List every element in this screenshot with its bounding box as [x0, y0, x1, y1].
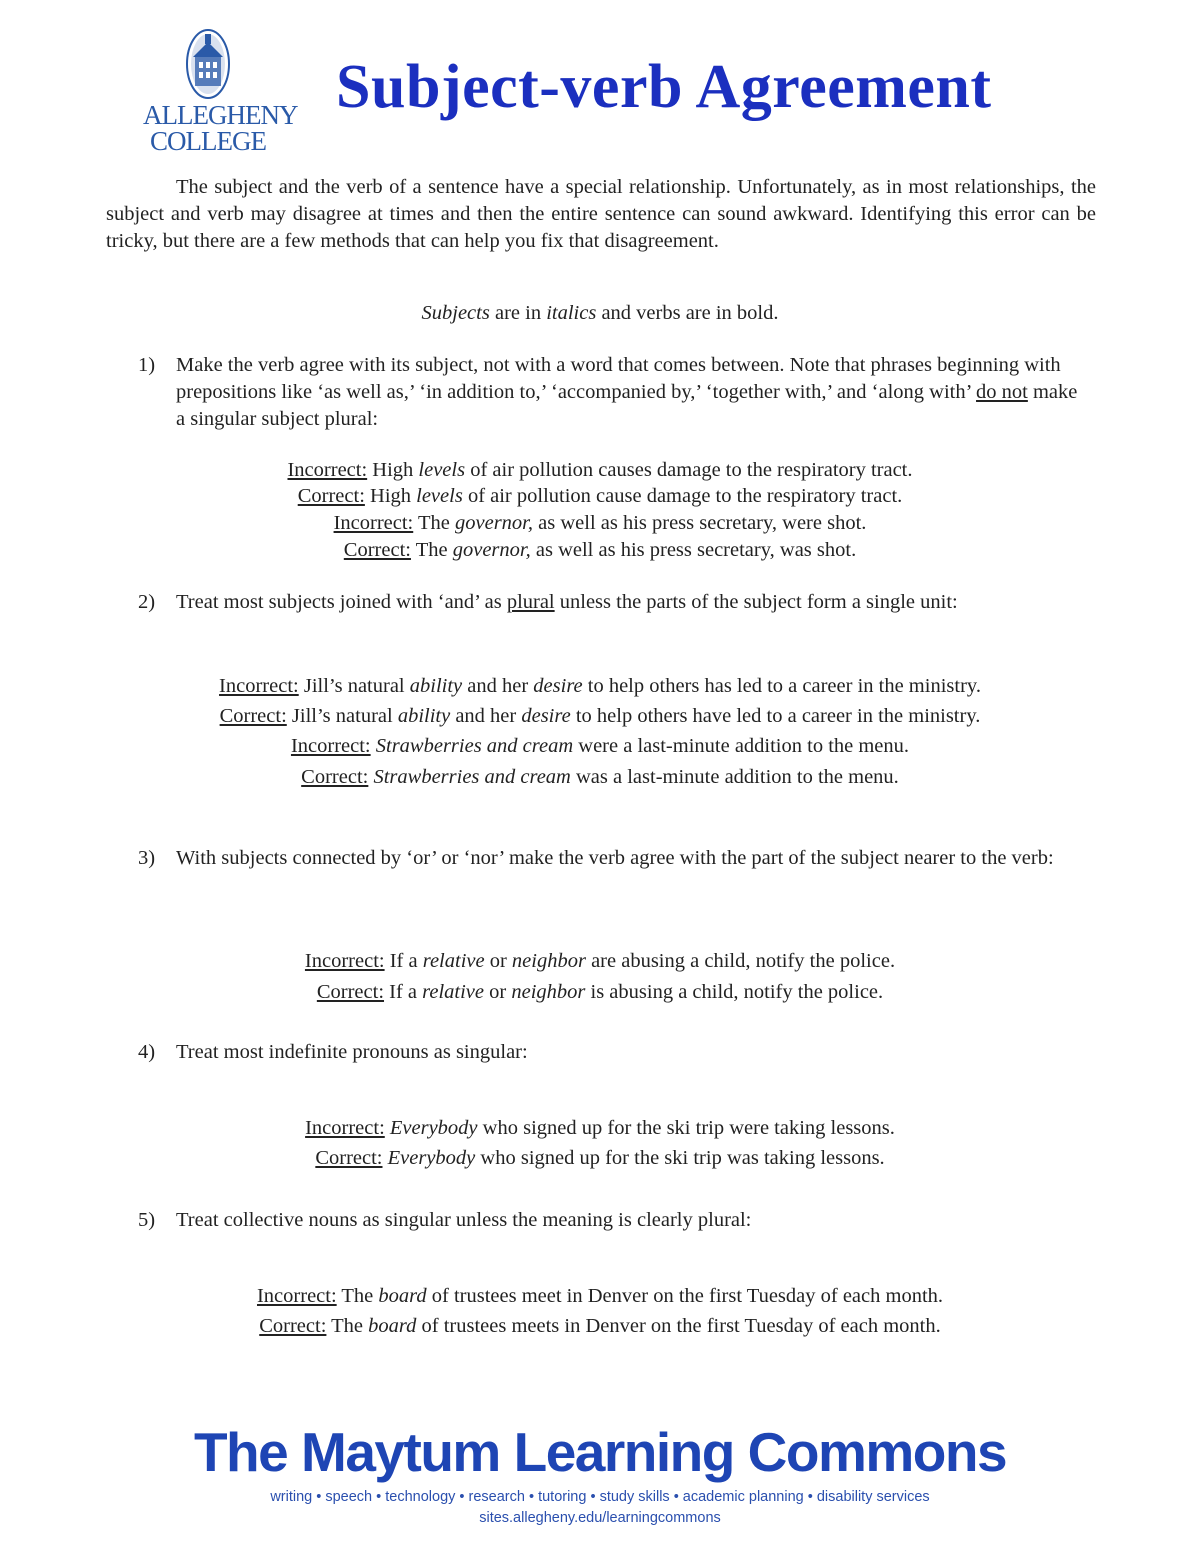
- correct-label: Correct:: [259, 1315, 327, 1337]
- legend-line: [0, 300, 1200, 327]
- subject-word: relative: [422, 950, 485, 972]
- rule-3: [138, 845, 1078, 872]
- correct-label: Correct:: [343, 539, 411, 561]
- intro-paragraph: The subject and the verb of a sentence have a special relationship. Unfortunately, as in most relationships, the subject and verb may disagree at times and then the entire sentence can sound awkward. Identifying this error can be tricky, but there are a few methods that can help you fix that disagreement.: [106, 176, 1096, 252]
- rule-text: Treat most indefinite pronouns as singular:: [176, 1041, 528, 1063]
- rule-4: [138, 1039, 1078, 1066]
- correct-label: Correct:: [219, 705, 287, 727]
- rule-number: 5): [138, 1209, 156, 1231]
- example-sentence: Incorrect: The board of trustees meet in Denver on the first Tuesday of each month.: [256, 1285, 944, 1307]
- example-sentence: Correct: The board of trustees meets in Denver on the first Tuesday of each month.: [259, 1315, 941, 1337]
- page-title: Subject-verb Agreement: [336, 53, 992, 121]
- rule-text: Make the verb agree with its subject, not with a word that comes between. Note that phrases beginning with prepositions like ‘as well as,’ ‘in addition to,’ ‘accompanied by,’ ‘together with,’ and ‘along with’ do not make a singular subject plural:: [176, 354, 1078, 430]
- incorrect-label: Incorrect:: [256, 1285, 337, 1307]
- correct-label: Correct:: [315, 1147, 383, 1169]
- rule-text: Treat collective nouns as singular unless the meaning is clearly plural:: [176, 1209, 752, 1231]
- subject-word: levels: [416, 485, 463, 507]
- footer-url[interactable]: sites.allegheny.edu/learningcommons: [479, 1510, 721, 1526]
- subject-word: ability: [409, 675, 463, 697]
- incorrect-label: Incorrect:: [287, 459, 368, 481]
- footer-services: writing • speech • technology • research • tutoring • study skills • academic planning • disability services: [270, 1489, 930, 1505]
- subject-word: levels: [418, 459, 466, 481]
- subject-word: neighbor: [511, 950, 586, 972]
- example-sentence: Correct: Jill’s natural ability and her desire to help others have led to a career in the ministry.: [219, 705, 981, 727]
- example-sentence: Incorrect: The governor, as well as his press secretary, were shot.: [333, 512, 867, 534]
- subject-word: board: [368, 1315, 417, 1337]
- subject-word: desire: [533, 675, 583, 697]
- logo-text-line2: COLLEGE: [150, 126, 266, 156]
- rule-5: [138, 1207, 1078, 1234]
- rule-number: 4): [138, 1041, 156, 1063]
- allegheny-college-logo: [143, 28, 298, 156]
- college-building-icon: [143, 28, 273, 100]
- subject-word: board: [378, 1285, 427, 1307]
- incorrect-label: Incorrect:: [304, 950, 385, 972]
- subject-word: governor,: [452, 539, 531, 561]
- rule-number: 1): [138, 354, 156, 376]
- logo-text-line1: ALLEGHENY: [143, 100, 298, 130]
- legend-italics: italics: [546, 302, 597, 324]
- legend-are-in: are in: [489, 302, 547, 324]
- example-sentence: Correct: Everybody who signed up for the ski trip was taking lessons.: [315, 1147, 885, 1169]
- subject-word: Strawberries and cream: [375, 735, 574, 757]
- correct-label: Correct:: [301, 766, 369, 788]
- rule-text: With subjects connected by ‘or’ or ‘nor’ make the verb agree with the part of the subject nearer to the verb:: [176, 847, 1054, 869]
- rule-number: 3): [138, 847, 156, 869]
- example-sentence: Incorrect: Jill’s natural ability and her desire to help others has led to a career in the ministry.: [219, 675, 981, 697]
- subject-word: relative: [422, 981, 485, 1003]
- subject-word: ability: [397, 705, 451, 727]
- footer-title: The Maytum Learning Commons: [193, 1421, 1007, 1483]
- subject-word: Everybody: [387, 1147, 476, 1169]
- example-sentence: Correct: If a relative or neighbor is abusing a child, notify the police.: [316, 981, 884, 1003]
- example-sentence: Incorrect: High levels of air pollution causes damage to the respiratory tract.: [287, 459, 913, 481]
- rule-1: [138, 352, 1078, 433]
- incorrect-label: Incorrect:: [219, 675, 299, 697]
- correct-label: Correct:: [297, 485, 365, 507]
- rule-number: 2): [138, 591, 156, 613]
- subject-word: desire: [521, 705, 571, 727]
- example-sentence: Correct: Strawberries and cream was a last-minute addition to the menu.: [301, 766, 899, 788]
- subject-word: Strawberries and cream: [373, 766, 571, 788]
- example-sentence: Correct: High levels of air pollution cause damage to the respiratory tract.: [297, 485, 903, 507]
- rule-2: [138, 589, 1078, 616]
- incorrect-label: Incorrect:: [305, 1117, 385, 1139]
- incorrect-label: Incorrect:: [333, 512, 414, 534]
- legend-subjects: Subjects: [421, 302, 490, 324]
- example-sentence: Incorrect: Everybody who signed up for the ski trip were taking lessons.: [305, 1117, 895, 1139]
- subject-word: Everybody: [389, 1117, 478, 1139]
- example-sentence: Incorrect: If a relative or neighbor are abusing a child, notify the police.: [304, 950, 896, 972]
- example-sentence: Correct: The governor, as well as his press secretary, was shot.: [343, 539, 857, 561]
- subject-word: neighbor: [511, 981, 586, 1003]
- legend-rest: and verbs are in bold.: [596, 302, 779, 324]
- correct-label: Correct:: [316, 981, 385, 1003]
- subject-word: governor,: [455, 512, 534, 534]
- example-sentence: Incorrect: Strawberries and cream were a last-minute addition to the menu.: [290, 735, 910, 757]
- incorrect-label: Incorrect:: [290, 735, 371, 757]
- rule-text: Treat most subjects joined with ‘and’ as plural unless the parts of the subject form a single unit:: [176, 591, 958, 613]
